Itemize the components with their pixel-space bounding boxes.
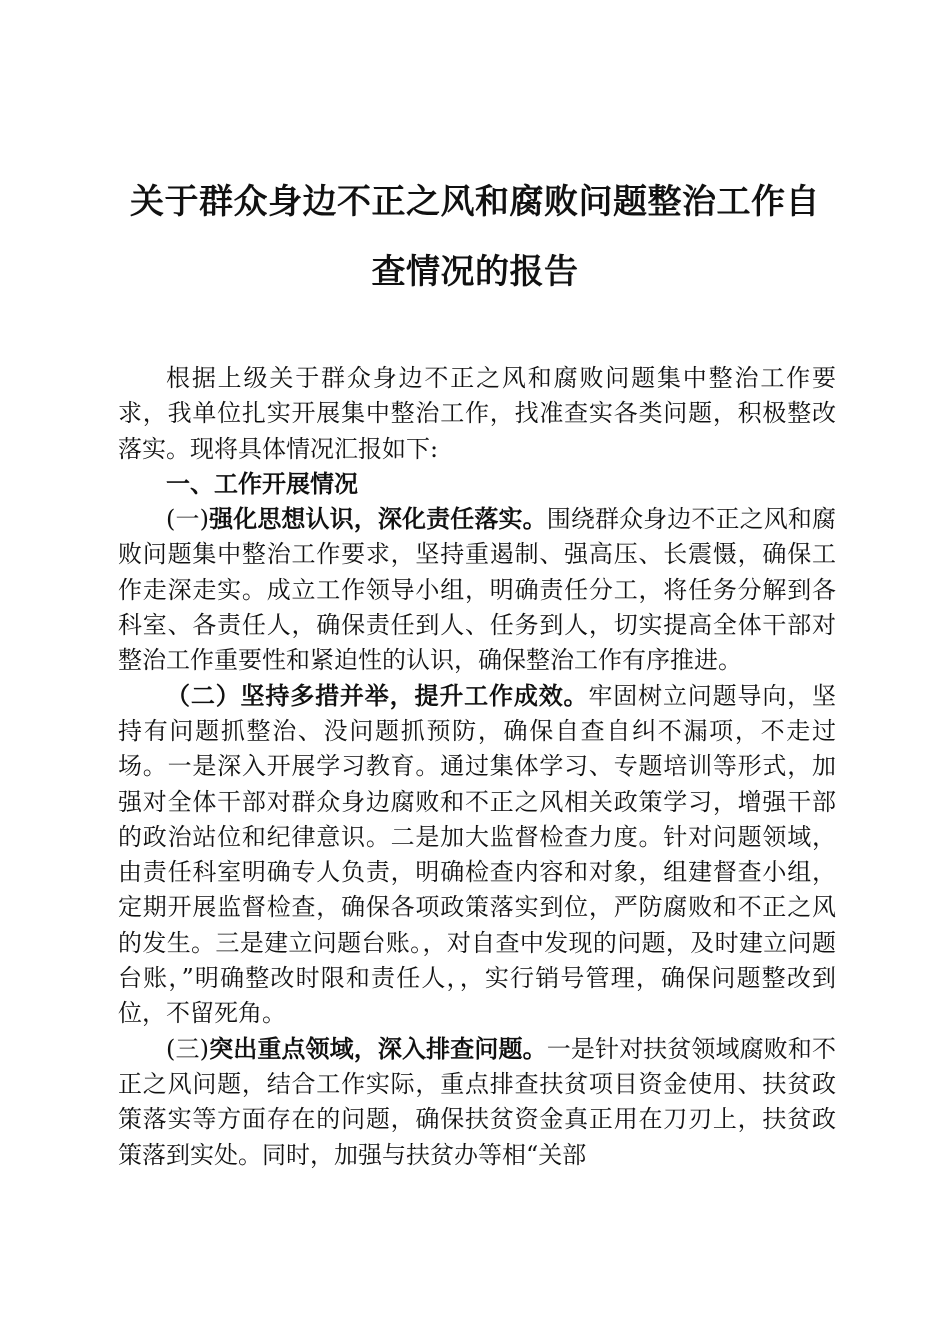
item-lead: 坚持多措并举，提升工作成效。 [240, 681, 589, 710]
item-text: 一是针对扶贫领域腐败和不正之风问题，结合工作实际，重点排查扶贫项目资金使用、扶贫政策落实等方面存在的问题，确保扶贫资金真正用在刀刃上，扶贫政策落到实处。同时，加强与扶贫办等相“关部 [118, 1034, 837, 1169]
section-heading: 一、工作开展情况 [166, 469, 358, 498]
title-line-1: 关于群众身边不正之风和腐败问题整治工作自 [130, 182, 820, 222]
item-text: 牢固树立问题导向，坚持有问题抓整治、没问题抓预防，确保自查自纠不漏项，不走过场。一是深入开展学习教育。通过集体学习、专题培训等形式，加强对全体干部对群众身边腐败和不正之风相关政策学习，增强干部的政治站位和纪律意识。二是加大监督检查力度。针对问题领域，由责任科室明确专人负责，明确检查内容和对象，组建督查小组，定期开展监督检查，确保各项政策落实到位，严防腐败和不正之风的发生。三是建立问题台账。，对自查中发现的问题，及时建立问题台账，”明确整改时限和责任人，，实行销号管理，确保问题整改到位，不留死角。 [118, 681, 837, 1028]
document-body [118, 361, 836, 1173]
item-paragraph-1 [118, 502, 836, 678]
document-title [100, 167, 850, 307]
item-text: 围绕群众身边不正之风和腐败问题集中整治工作要求，坚持重遏制、强高压、长震慑，确保工作走深走实。成立工作领导小组，明确责任分工，将任务分解到各科室、各责任人，确保责任到人、任务到人，切实提高全体干部对整治工作重要性和紧迫性的认识，确保整治工作有序推进。 [118, 505, 837, 675]
item-paragraph-2 [118, 679, 836, 1032]
item-paragraph-3 [118, 1032, 836, 1173]
item-number: (一) [166, 505, 209, 534]
item-number: （二） [166, 681, 241, 710]
item-lead: 突出重点领域，深入排查问题。 [208, 1034, 547, 1063]
title-line-2: 查情况的报告 [371, 252, 579, 292]
item-number: (三) [166, 1034, 209, 1063]
intro-paragraph: 根据上级关于群众身边不正之风和腐败问题集中整治工作要求，我单位扎实开展集中整治工作，找准查实各类问题，积极整改落实。现将具体情况汇报如下: [118, 364, 836, 463]
item-lead: 强化思想认识，深化责任落实。 [208, 505, 547, 534]
